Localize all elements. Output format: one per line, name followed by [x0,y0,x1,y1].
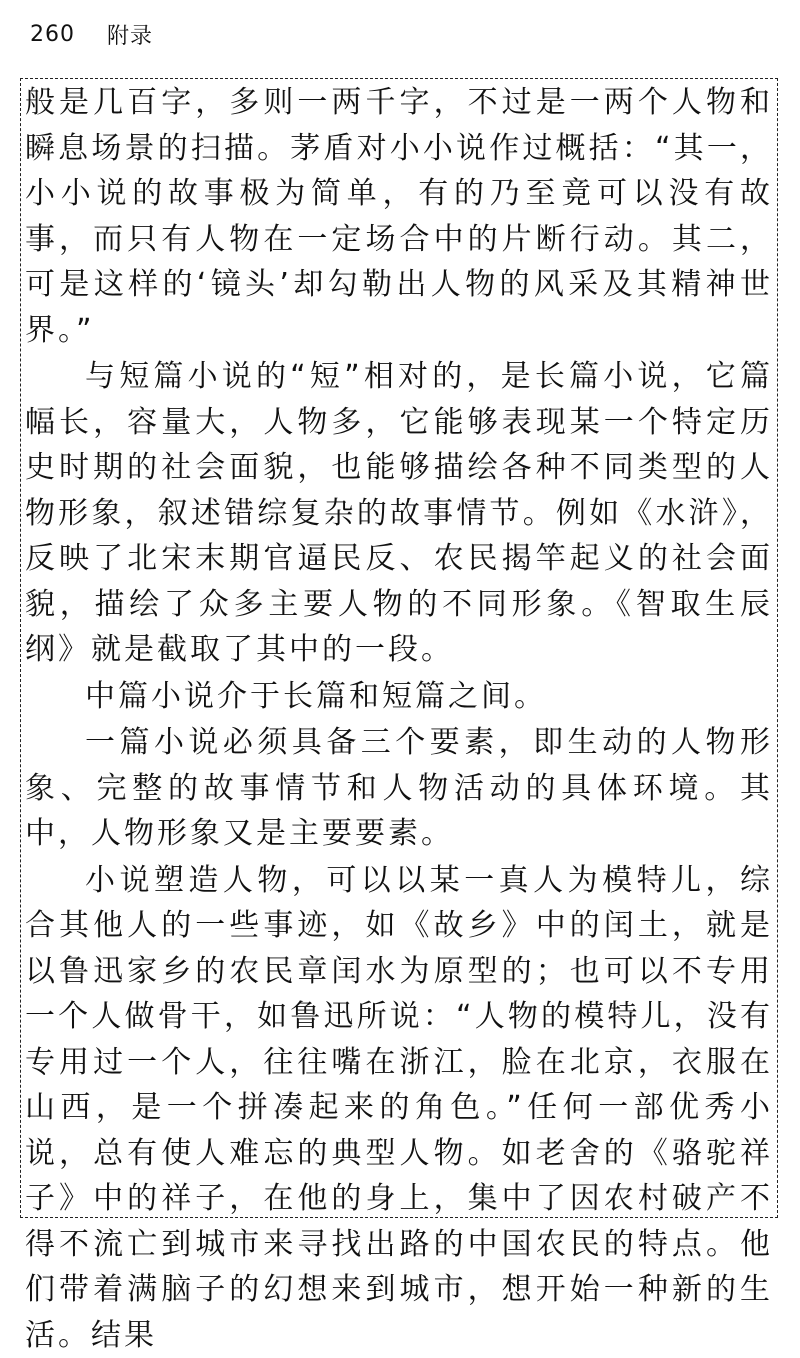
paragraph-continued: 般是几百字，多则一两千字，不过是一两个人物和瞬息场景的扫描。茅盾对小小说作过概括：“其一，小小说的故事极为简单，有的乃至竟可以没有故事，而只有人物在一定场合中的片断行动。其二，可是这样的‘镜头’却勾勒出人物的风采及其精神世界。” [21,79,777,353]
text-frame [20,78,778,1218]
page-number: 260 [30,22,75,47]
paragraph: 一篇小说必须具备三个要素，即生动的人物形象、完整的故事情节和人物活动的具体环境。其中，人物形象又是主要要素。 [21,719,777,857]
section-title: 附录 [107,19,153,50]
paragraph: 小说塑造人物，可以以某一真人为模特儿，综合其他人的一些事迹，如《故乡》中的闰土，就是以鲁迅家乡的农民章闰水为原型的；也可以不专用一个人做骨干，如鲁迅所说：“人物的模特儿，没有专用过一个人，往往嘴在浙江，脸在北京，衣服在山西，是一个拼凑起来的角色。”任何一部优秀小说，总有使人难忘的典型人物。如老舍的《骆驼祥子》中的祥子，在他的身上，集中了因农村破产不得不流亡到城市来寻找出路的中国农民的特点。他们带着满脑子的幻想来到城市，想开始一种新的生活。结果 [21,857,777,1358]
paragraph: 与短篇小说的“短”相对的，是长篇小说，它篇幅长，容量大，人物多，它能够表现某一个特定历史时期的社会面貌，也能够描绘各种不同类型的人物形象，叙述错综复杂的故事情节。例如《水浒》，反映了北宋末期官逼民反、农民揭竿起义的社会面貌，描绘了众多主要人物的不同形象。《智取生辰纲》就是截取了其中的一段。 [21,353,777,673]
paragraph: 中篇小说介于长篇和短篇之间。 [21,673,777,720]
running-head [30,18,153,50]
